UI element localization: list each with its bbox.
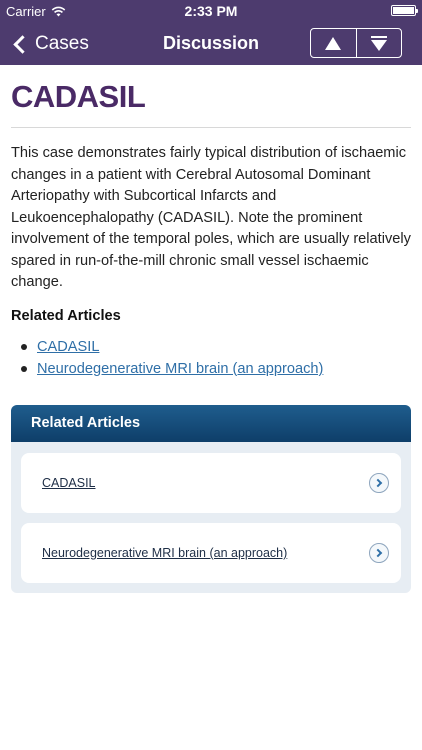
- page-title: CADASIL: [11, 79, 146, 114]
- card-label: CADASIL: [42, 476, 96, 490]
- back-button-label: Cases: [35, 33, 89, 54]
- list-item: [21, 358, 411, 380]
- bullet-icon: [21, 366, 27, 372]
- triangle-down-icon: [371, 36, 387, 51]
- bullet-icon: [21, 344, 27, 350]
- page-nav-title: Discussion: [162, 33, 260, 53]
- related-card-cadasil[interactable]: [21, 453, 401, 513]
- back-button[interactable]: [10, 30, 89, 58]
- previous-button[interactable]: [311, 29, 356, 57]
- prev-next-segment: [310, 28, 402, 58]
- related-link-cadasil[interactable]: CADASIL: [37, 339, 100, 356]
- carrier-label: Carrier: [6, 4, 46, 19]
- panel-header: Related Articles: [11, 405, 411, 442]
- title-divider: [11, 127, 411, 128]
- list-item: [21, 337, 411, 359]
- triangle-up-icon: [325, 37, 341, 50]
- related-articles-heading: Related Articles: [11, 307, 121, 324]
- article-content: [11, 65, 411, 380]
- related-articles-panel: [11, 405, 411, 593]
- chevron-right-circle-icon: [369, 543, 389, 563]
- related-articles-list: [21, 337, 411, 380]
- related-card-neurodegenerative-mri[interactable]: [21, 523, 401, 583]
- chevron-left-icon: [13, 35, 31, 53]
- navigation-bar: [0, 0, 422, 65]
- status-time: 2:33 PM: [184, 3, 238, 19]
- chevron-right-circle-icon: [369, 473, 389, 493]
- article-body: This case demonstrates fairly typical distribution of ischaemic changes in a patient with Cerebral Autosomal Dominant Arteriopathy with Subcortical Infarcts and Leukoencephalopathy (CADASIL). Note the prominent involvement of the temporal poles, which are usually relatively spared in run-of-the-mill chronic small vessel ischaemic change.: [11, 145, 411, 290]
- card-label: Neurodegenerative MRI brain (an approach): [42, 546, 288, 560]
- status-bar: [0, 0, 422, 22]
- battery-icon: [391, 5, 416, 16]
- next-button[interactable]: [356, 29, 402, 57]
- related-link-neurodegenerative-mri[interactable]: Neurodegenerative MRI brain (an approach): [37, 360, 324, 377]
